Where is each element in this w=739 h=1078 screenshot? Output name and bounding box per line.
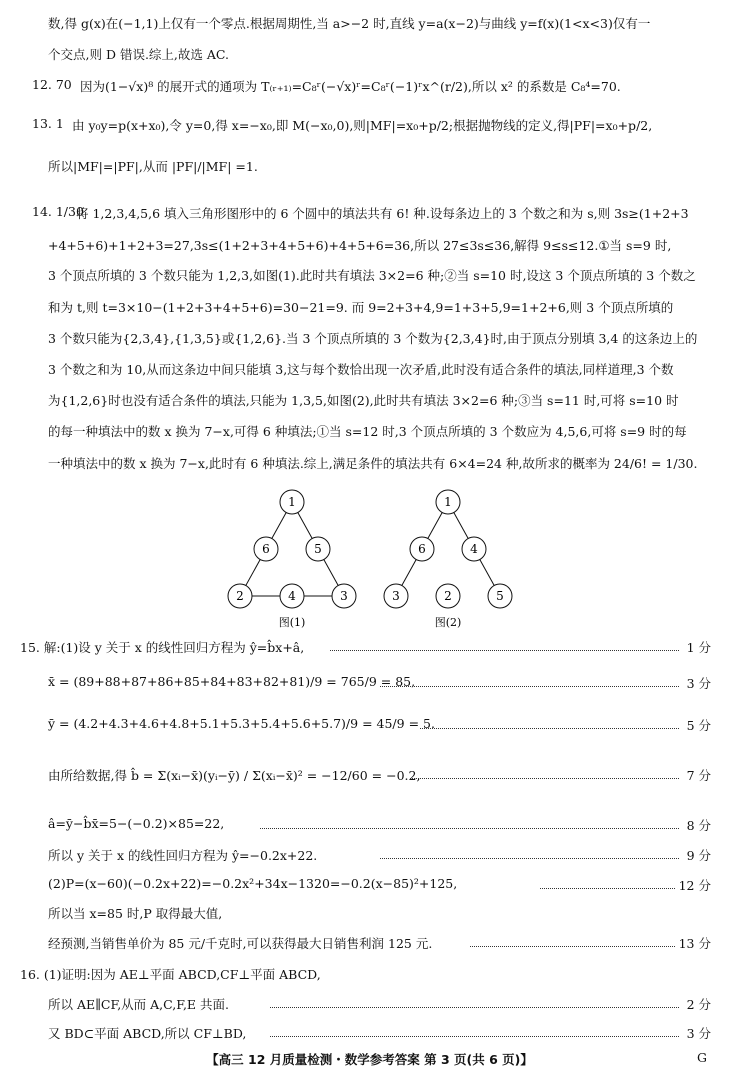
fig1-top-node: 1 (288, 495, 296, 509)
score: 12 分 (678, 878, 711, 893)
fig2-right-node: 4 (470, 542, 478, 556)
fig2-br-node: 5 (496, 589, 504, 603)
score: 13 分 (678, 936, 711, 951)
fig2-left-node: 6 (418, 542, 426, 556)
fig1-left-node: 6 (262, 542, 270, 556)
q14-number: 14. 1/30 (32, 204, 84, 219)
figure-1 (220, 484, 360, 630)
score: 7 分 (686, 768, 711, 783)
q13-number: 13. 1 (32, 116, 64, 131)
fig1-br-node: 3 (340, 589, 348, 603)
fig2-top-node: 1 (444, 495, 452, 509)
figure-2 (376, 484, 516, 630)
score: 5 分 (686, 718, 711, 733)
q13-text: 由 y₀y=p(x+x₀),令 y=0,得 x=−x₀,即 M(−x₀,0),则|MF|=x₀+p/2;根据抛物线的定义,得|PF|=x₀+p/2, (72, 118, 653, 133)
score: 3 分 (686, 676, 711, 691)
score: 2 分 (686, 997, 711, 1012)
fig1-caption: 图(1) (278, 616, 306, 629)
fig2-caption: 图(2) (434, 616, 462, 629)
fig1-bm-node: 4 (288, 589, 296, 603)
q12-number: 12. 70 (32, 77, 72, 92)
score: 9 分 (686, 848, 711, 863)
score: 8 分 (686, 818, 711, 833)
score: 1 分 (686, 640, 711, 655)
footer-code: G (697, 1050, 707, 1065)
page-footer: 【高三 12 月质量检测・数学参考答案 第 3 页(共 6 页)】 (206, 1052, 533, 1067)
q12-text: 因为(1−√x)⁸ 的展开式的通项为 T₍ᵣ₊₁₎=C₈ʳ(−√x)ʳ=C₈ʳ(−1)ʳx^(r/2),所以 x² 的系数是 C₈⁴=70. (80, 79, 621, 94)
fig1-right-node: 5 (314, 542, 322, 556)
score: 3 分 (686, 1026, 711, 1041)
fig1-bl-node: 2 (236, 589, 244, 603)
fig2-bl-node: 3 (392, 589, 400, 603)
fig2-bm-node: 2 (444, 589, 452, 603)
q14-text: 将 1,2,3,4,5,6 填入三角形图形中的 6 个圆中的填法共有 6! 种.设每条边上的 3 个数之和为 s,则 3s≥(1+2+3 (76, 206, 689, 221)
